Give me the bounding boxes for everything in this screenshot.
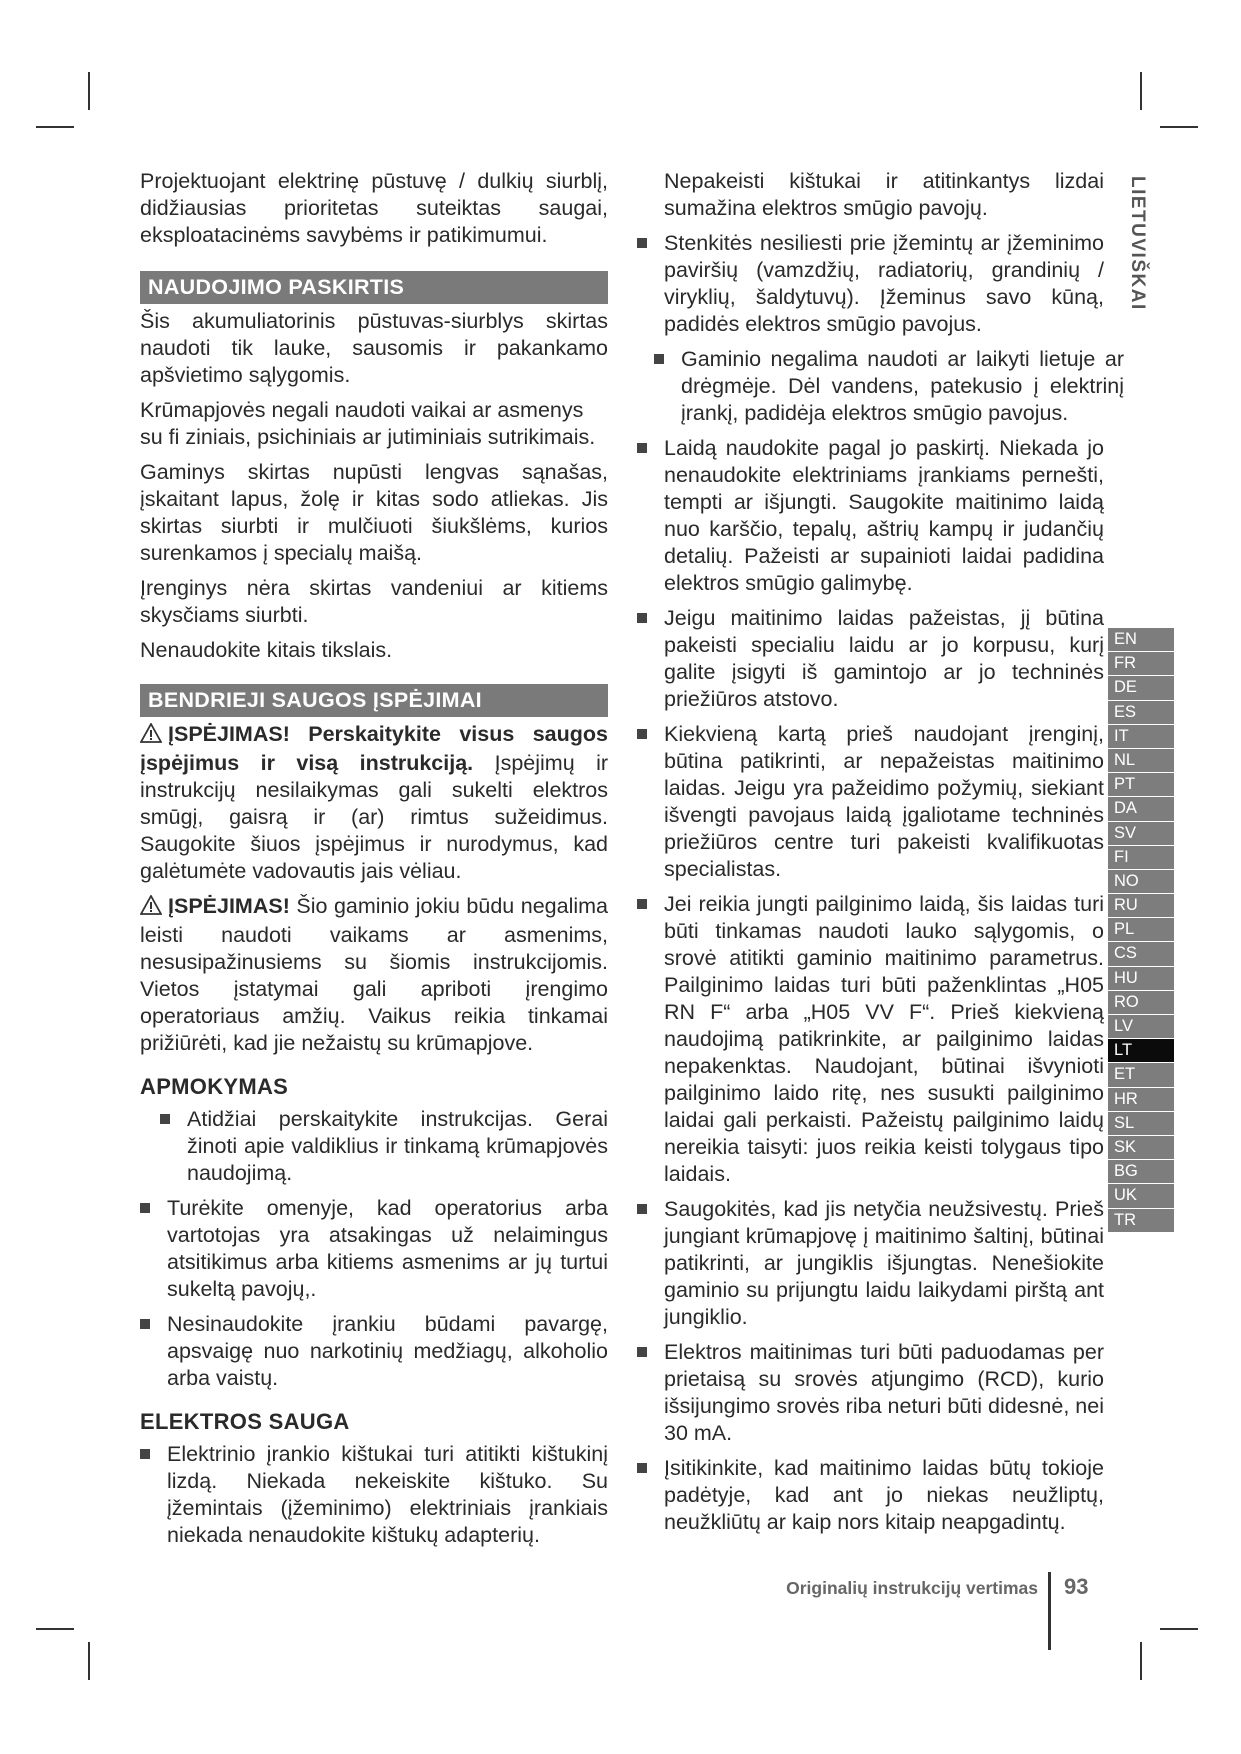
warning-paragraph	[140, 721, 608, 885]
footer-divider	[1048, 1572, 1051, 1650]
language-tab-sv: SV	[1108, 822, 1174, 846]
list-item: Atidžiai perskaitykite instrukcijas. Gerai žinoti apie valdiklius ir tinkamą krūmapjovės naudojimą.	[160, 1106, 608, 1187]
language-tab-da: DA	[1108, 797, 1174, 821]
language-tab-uk: UK	[1108, 1184, 1174, 1208]
language-tab-lv: LV	[1108, 1015, 1174, 1039]
footer-text: Originalių instrukcijų vertimas	[786, 1578, 1038, 1598]
bullet-square-icon	[160, 1114, 170, 1124]
list-item: Nesinaudokite įrankiu būdami pavargę, apsvaigę nuo narkotinių medžiagų, alkoholio arba vaistų.	[140, 1311, 608, 1392]
crop-mark	[1160, 1628, 1198, 1630]
language-tab-hr: HR	[1108, 1088, 1174, 1112]
language-tab-pt: PT	[1108, 773, 1174, 797]
bullet-square-icon	[140, 1203, 150, 1213]
language-tab-fi: FI	[1108, 846, 1174, 870]
bullet-square-icon	[637, 1463, 647, 1473]
crop-mark	[36, 126, 74, 128]
language-tab-pl: PL	[1108, 918, 1174, 942]
section-heading-training: APMOKYMAS	[140, 1074, 289, 1099]
list-item: Gaminio negalima naudoti ar laikyti lietuje ar drėgmėje. Dėl vandens, patekusio į elektrinį įrankį, padidėja elektros smūgio pavojus.	[654, 346, 1124, 427]
warning-bold-text: ĮSPĖJIMAS!	[168, 894, 290, 918]
crop-mark	[88, 72, 90, 110]
warning-bold-text: ĮSPĖJIMAS! Perskaitykite visus saugos įspėjimus ir visą instrukciją.	[140, 722, 608, 775]
language-tab-ro: RO	[1108, 991, 1174, 1015]
language-tab-no: NO	[1108, 870, 1174, 894]
language-tab-en: EN	[1108, 628, 1174, 652]
language-tab-ru: RU	[1108, 894, 1174, 918]
language-tab-cs: CS	[1108, 942, 1174, 966]
language-tab-it: IT	[1108, 725, 1174, 749]
crop-mark	[36, 1628, 74, 1630]
warning-paragraph	[140, 893, 608, 1057]
list-item: Elektrinio įrankio kištukai turi atitikti kištukinį lizdą. Niekada nekeiskite kištuko. Su įžemintais (įžeminimo) elektriniais įrankiais niekada nenaudokite kištukų adapterių.	[140, 1441, 608, 1549]
list-item: Saugokitės, kad jis netyčia neužsivestų. Prieš jungiant krūmapjovę į maitinimo šaltinį, būtinai patikrinti, ar jungiklis išjungtas. Nenešiokite gaminio su prijungtu laidu laikydami pirštą ant jungiklio.	[637, 1196, 1104, 1331]
list-item: Turėkite omenyje, kad operatorius arba vartotojas yra atsakingas už nelaimingus atsitikimus arba kitiems asmenims ar jų turtui sukeltą pavojų,.	[140, 1195, 608, 1303]
paragraph: Gaminys skirtas nupūsti lengvas sąnašas, įskaitant lapus, žolę ir kitas sodo atliekas. Jis skirtas siurbti ir mulčiuoti šiukšlėms, kurios surenkamos į specialų maišą.	[140, 460, 608, 565]
list-item: Elektros maitinimas turi būti paduodamas per prietaisą su srovės atjungimo (RCD), kurio išsijungimo srovės riba neturi būti didesnė, nei 30 mA.	[637, 1339, 1104, 1447]
page-number: 93	[1064, 1574, 1089, 1599]
bullet-square-icon	[654, 354, 664, 364]
list-item: Įsitikinkite, kad maitinimo laidas būtų tokioje padėtyje, kad ant jo niekas neužliptų, neužkliūtų ar kaip nors kitaip neapgadintų.	[637, 1455, 1104, 1536]
bullet-square-icon	[637, 729, 647, 739]
bullet-square-icon	[637, 1204, 647, 1214]
language-tab-strip	[1108, 628, 1174, 1233]
list-item: Stenkitės nesiliesti prie įžemintų ar įžeminimo paviršių (vamzdžių, radiatorių, grandinių / viryklių, šaldytuvų). Įžeminus savo kūną, padidės elektros smūgio pavojus.	[637, 230, 1104, 338]
paragraph: Šis akumuliatorinis pūstuvas-siurblys skirtas naudoti tik lauke, sausomis ir pakankamo apšvietimo sąlygomis.	[140, 309, 608, 387]
language-tab-nl: NL	[1108, 749, 1174, 773]
bullet-square-icon	[140, 1449, 150, 1459]
section-heading-general-safety: BENDRIEJI SAUGOS ĮSPĖJIMAI	[140, 684, 608, 717]
language-tab-fr: FR	[1108, 652, 1174, 676]
list-item: Kiekvieną kartą prieš naudojant įrenginį, būtina patikrinti, ar nepažeistas maitinimo laidas. Jeigu yra pažeidimo požymių, siekiant išvengti pavojaus laidą įgaliotame techninės priežiūros centre turi pakeisti kvalifikuotas specialistas.	[637, 721, 1104, 883]
language-tab-sk: SK	[1108, 1136, 1174, 1160]
language-tab-es: ES	[1108, 701, 1174, 725]
paragraph: Krūmapjovės negali naudoti vaikai ar asmenys su fi ziniais, psichiniais ar jutiminiais sutrikimais.	[140, 398, 596, 449]
list-item: Laidą naudokite pagal jo paskirtį. Niekada jo nenaudokite elektriniams įrankiams pernešti, tempti ar išjungti. Saugokite maitinimo laidą nuo karščio, tepalų, aštrių kampų ir judančių detalių. Pažeisti ar supainioti laidai padidina elektros smūgio galimybę.	[637, 435, 1104, 597]
list-item: Jeigu maitinimo laidas pažeistas, jį būtina pakeisti specialiu laidu ar jo korpusu, kurį galite įsigyti iš gamintojo ar jo techninės priežiūros atstovo.	[637, 605, 1104, 713]
crop-mark	[1160, 126, 1198, 128]
side-language-label: LIETUVIŠKAI	[1127, 176, 1148, 311]
language-tab-sl: SL	[1108, 1112, 1174, 1136]
right-column	[664, 168, 1124, 1544]
warning-triangle-icon	[140, 895, 162, 922]
warning-text: Įspėjimų ir instrukcijų nesilaikymas gali sukelti elektros smūgį, gaisrą ir (ar) rimtus sužeidimus. Saugokite šiuos įspėjimus ir nurodymus, kad galėtumėte vadovautis jais vėliau.	[140, 751, 609, 883]
bullet-square-icon	[637, 613, 647, 623]
paragraph: Nenaudokite kitais tikslais.	[140, 638, 393, 662]
bullet-square-icon	[637, 443, 647, 453]
section-heading-intended-use: NAUDOJIMO PASKIRTIS	[140, 271, 608, 304]
continuation-paragraph: Nepakeisti kištukai ir atitinkantys lizdai sumažina elektros smūgio pavojų.	[664, 169, 1104, 220]
bullet-square-icon	[637, 238, 647, 248]
warning-triangle-icon	[140, 723, 162, 750]
bullet-square-icon	[637, 1347, 647, 1357]
crop-mark	[1140, 72, 1142, 110]
section-heading-electrical-safety: ELEKTROS SAUGA	[140, 1409, 350, 1434]
language-tab-tr: TR	[1108, 1209, 1174, 1233]
bullet-square-icon	[140, 1319, 150, 1329]
warning-text: Šio gaminio jokiu būdu negalima leisti naudoti vaikams ar asmenims, nesusipažinusiems su šiomis instrukcijomis. Vietos įstatymai gali apriboti įrengimo operatoriaus amžių. Vaikus reikia tinkamai prižiūrėti, kad jie nežaistų su krūmapjove.	[140, 894, 608, 1055]
language-tab-lt: LT	[1108, 1039, 1174, 1063]
paragraph: Įrenginys nėra skirtas vandeniui ar kitiems skysčiams siurbti.	[140, 576, 608, 627]
language-tab-bg: BG	[1108, 1160, 1174, 1184]
bullet-square-icon	[637, 899, 647, 909]
crop-mark	[1140, 1642, 1142, 1680]
list-item: Jei reikia jungti pailginimo laidą, šis laidas turi būti tinkamas naudoti lauko sąlygomis, o srovė atitikti gaminio maitinimo parametrus. Pailginimo laidas turi būti paženklintas „H05 RN F“ arba „H05 VV F“. Prieš kiekvieną naudojimą patikrinkite, ar pailginimo laidas nepakenktas. Naudojant, būtinai išvynioti pailginimo laido ritę, nes susukti pailginimo laidai gali perkaisti. Pažeistų pailginimo laidų nereikia taisyti: juos reikia keisti tolygaus tipo laidais.	[637, 891, 1104, 1188]
language-tab-et: ET	[1108, 1063, 1174, 1087]
language-tab-de: DE	[1108, 676, 1174, 700]
crop-mark	[88, 1642, 90, 1680]
intro-paragraph: Projektuojant elektrinę pūstuvę / dulkių siurblį, didžiausias prioritetas suteiktas saugai, eksploatacinėms savybėms ir patikimumui.	[140, 169, 608, 247]
left-column	[140, 168, 608, 1557]
language-tab-hu: HU	[1108, 967, 1174, 991]
